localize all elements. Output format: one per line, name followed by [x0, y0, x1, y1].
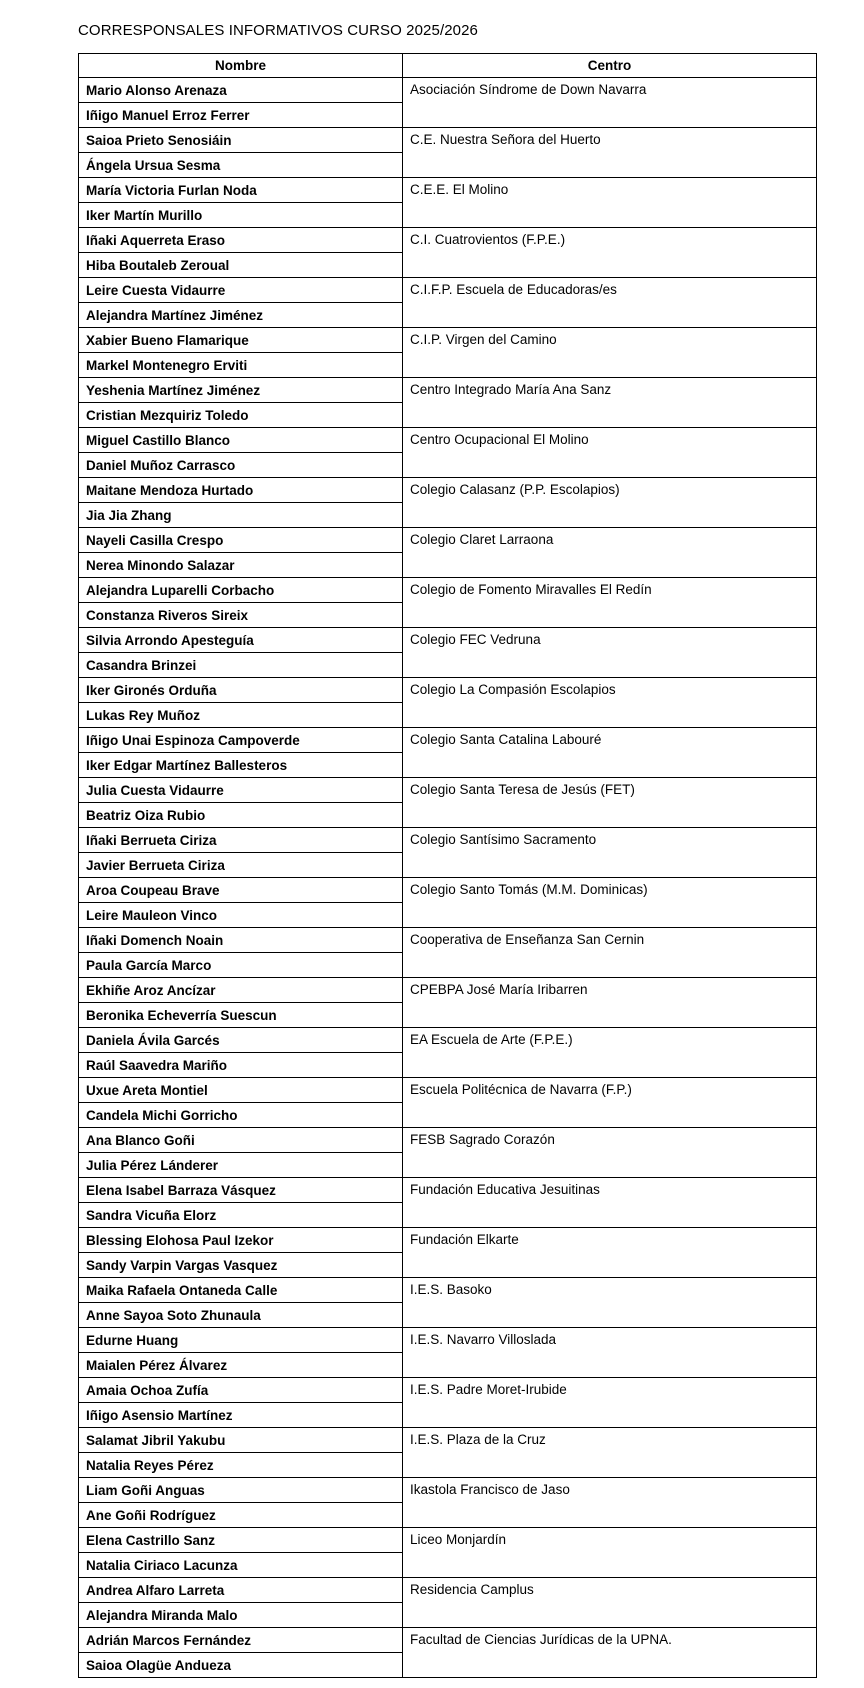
nombre-cell: Yeshenia Martínez Jiménez	[79, 378, 403, 403]
centro-cell: Fundación Educativa Jesuitinas	[403, 1178, 817, 1228]
table-row	[79, 178, 817, 203]
nombre-cell: Adrián Marcos Fernández	[79, 1628, 403, 1653]
nombre-cell: Natalia Ciriaco Lacunza	[79, 1553, 403, 1578]
centro-cell: EA Escuela de Arte (F.P.E.)	[403, 1028, 817, 1078]
nombre-cell: Nayeli Casilla Crespo	[79, 528, 403, 553]
nombre-cell: Alejandra Miranda Malo	[79, 1603, 403, 1628]
centro-cell: FESB Sagrado Corazón	[403, 1128, 817, 1178]
nombre-cell: Ane Goñi Rodríguez	[79, 1503, 403, 1528]
table-row	[79, 1378, 817, 1403]
table-row	[79, 378, 817, 403]
centro-cell: I.E.S. Basoko	[403, 1278, 817, 1328]
table-row	[79, 1278, 817, 1303]
nombre-cell: Alejandra Luparelli Corbacho	[79, 578, 403, 603]
nombre-cell: Casandra Brinzei	[79, 653, 403, 678]
table-row	[79, 1428, 817, 1453]
centro-cell: Escuela Politécnica de Navarra (F.P.)	[403, 1078, 817, 1128]
centro-cell: Colegio Santa Catalina Labouré	[403, 728, 817, 778]
nombre-cell: Miguel Castillo Blanco	[79, 428, 403, 453]
centro-cell: I.E.S. Plaza de la Cruz	[403, 1428, 817, 1478]
nombre-cell: Salamat Jibril Yakubu	[79, 1428, 403, 1453]
nombre-cell: Hiba Boutaleb Zeroual	[79, 253, 403, 278]
table-row	[79, 778, 817, 803]
nombre-cell: Julia Pérez Lánderer	[79, 1153, 403, 1178]
table-row	[79, 528, 817, 553]
nombre-cell: Iker Edgar Martínez Ballesteros	[79, 753, 403, 778]
table-row	[79, 1478, 817, 1503]
centro-cell: Residencia Camplus	[403, 1578, 817, 1628]
nombre-cell: Liam Goñi Anguas	[79, 1478, 403, 1503]
table-row	[79, 1078, 817, 1103]
nombre-cell: Leire Cuesta Vidaurre	[79, 278, 403, 303]
nombre-cell: Ekhiñe Aroz Ancízar	[79, 978, 403, 1003]
document-title: CORRESPONSALES INFORMATIVOS CURSO 2025/2026	[78, 22, 478, 39]
centro-cell: Facultad de Ciencias Jurídicas de la UPNA.	[403, 1628, 817, 1678]
table-row	[79, 428, 817, 453]
centro-cell: Colegio FEC Vedruna	[403, 628, 817, 678]
table-row	[79, 828, 817, 853]
table-row	[79, 628, 817, 653]
nombre-cell: Iñaki Berrueta Ciriza	[79, 828, 403, 853]
nombre-cell: Julia Cuesta Vidaurre	[79, 778, 403, 803]
table-row	[79, 1028, 817, 1053]
nombre-cell: Uxue Areta Montiel	[79, 1078, 403, 1103]
table-row	[79, 728, 817, 753]
nombre-cell: Edurne Huang	[79, 1328, 403, 1353]
nombre-cell: Iñaki Domench Noain	[79, 928, 403, 953]
nombre-cell: Blessing Elohosa Paul Izekor	[79, 1228, 403, 1253]
nombre-cell: Iker Gironés Orduña	[79, 678, 403, 703]
table-row	[79, 928, 817, 953]
nombre-cell: Beatriz Oiza Rubio	[79, 803, 403, 828]
table-row	[79, 678, 817, 703]
centro-cell: Ikastola Francisco de Jaso	[403, 1478, 817, 1528]
nombre-cell: Elena Isabel Barraza Vásquez	[79, 1178, 403, 1203]
table-row	[79, 1528, 817, 1553]
header-centro: Centro	[403, 54, 817, 78]
nombre-cell: Sandra Vicuña Elorz	[79, 1203, 403, 1228]
nombre-cell: Aroa Coupeau Brave	[79, 878, 403, 903]
table-row	[79, 1228, 817, 1253]
nombre-cell: Andrea Alfaro Larreta	[79, 1578, 403, 1603]
centro-cell: Cooperativa de Enseñanza San Cernin	[403, 928, 817, 978]
table-row	[79, 478, 817, 503]
centro-cell: Colegio La Compasión Escolapios	[403, 678, 817, 728]
nombre-cell: Nerea Minondo Salazar	[79, 553, 403, 578]
centro-cell: C.I.F.P. Escuela de Educadoras/es	[403, 278, 817, 328]
nombre-cell: Iñaki Aquerreta Eraso	[79, 228, 403, 253]
table-row	[79, 228, 817, 253]
nombre-cell: Anne Sayoa Soto Zhunaula	[79, 1303, 403, 1328]
nombre-cell: Markel Montenegro Erviti	[79, 353, 403, 378]
nombre-cell: Amaia Ochoa Zufía	[79, 1378, 403, 1403]
centro-cell: C.I.P. Virgen del Camino	[403, 328, 817, 378]
header-nombre: Nombre	[79, 54, 403, 78]
centro-cell: Asociación Síndrome de Down Navarra	[403, 78, 817, 128]
nombre-cell: Ángela Ursua Sesma	[79, 153, 403, 178]
nombre-cell: Maika Rafaela Ontaneda Calle	[79, 1278, 403, 1303]
table-row	[79, 328, 817, 353]
centro-cell: Centro Ocupacional El Molino	[403, 428, 817, 478]
nombre-cell: Daniela Ávila Garcés	[79, 1028, 403, 1053]
table-row	[79, 128, 817, 153]
nombre-cell: Saioa Prieto Senosiáin	[79, 128, 403, 153]
table-row	[79, 1578, 817, 1603]
nombre-cell: Iñigo Manuel Erroz Ferrer	[79, 103, 403, 128]
nombre-cell: Saioa Olagüe Andueza	[79, 1653, 403, 1678]
nombre-cell: Constanza Riveros Sireix	[79, 603, 403, 628]
centro-cell: Colegio Calasanz (P.P. Escolapios)	[403, 478, 817, 528]
centro-cell: I.E.S. Padre Moret-Irubide	[403, 1378, 817, 1428]
centro-cell: Colegio de Fomento Miravalles El Redín	[403, 578, 817, 628]
nombre-cell: Iñigo Asensio Martínez	[79, 1403, 403, 1428]
nombre-cell: Iñigo Unai Espinoza Campoverde	[79, 728, 403, 753]
nombre-cell: Cristian Mezquiriz Toledo	[79, 403, 403, 428]
nombre-cell: Xabier Bueno Flamarique	[79, 328, 403, 353]
table-row	[79, 78, 817, 103]
corresponsales-table	[78, 53, 817, 1678]
nombre-cell: Maitane Mendoza Hurtado	[79, 478, 403, 503]
centro-cell: Liceo Monjardín	[403, 1528, 817, 1578]
nombre-cell: Paula García Marco	[79, 953, 403, 978]
nombre-cell: Daniel Muñoz Carrasco	[79, 453, 403, 478]
table-row	[79, 978, 817, 1003]
centro-cell: Centro Integrado María Ana Sanz	[403, 378, 817, 428]
centro-cell: Colegio Santa Teresa de Jesús (FET)	[403, 778, 817, 828]
nombre-cell: Sandy Varpin Vargas Vasquez	[79, 1253, 403, 1278]
centro-cell: C.E. Nuestra Señora del Huerto	[403, 128, 817, 178]
table-row	[79, 1178, 817, 1203]
table-row	[79, 278, 817, 303]
nombre-cell: Beronika Echeverría Suescun	[79, 1003, 403, 1028]
table-row	[79, 1128, 817, 1153]
nombre-cell: Javier Berrueta Ciriza	[79, 853, 403, 878]
nombre-cell: Raúl Saavedra Mariño	[79, 1053, 403, 1078]
nombre-cell: Mario Alonso Arenaza	[79, 78, 403, 103]
centro-cell: I.E.S. Navarro Villoslada	[403, 1328, 817, 1378]
nombre-cell: Jia Jia Zhang	[79, 503, 403, 528]
table-row	[79, 1328, 817, 1353]
nombre-cell: Maialen Pérez Álvarez	[79, 1353, 403, 1378]
nombre-cell: Leire Mauleon Vinco	[79, 903, 403, 928]
nombre-cell: Natalia Reyes Pérez	[79, 1453, 403, 1478]
table-header-row	[79, 54, 817, 78]
nombre-cell: Candela Michi Gorricho	[79, 1103, 403, 1128]
table-row	[79, 578, 817, 603]
centro-cell: C.I. Cuatrovientos (F.P.E.)	[403, 228, 817, 278]
centro-cell: Colegio Santo Tomás (M.M. Dominicas)	[403, 878, 817, 928]
nombre-cell: Ana Blanco Goñi	[79, 1128, 403, 1153]
nombre-cell: María Victoria Furlan Noda	[79, 178, 403, 203]
centro-cell: Colegio Claret Larraona	[403, 528, 817, 578]
nombre-cell: Elena Castrillo Sanz	[79, 1528, 403, 1553]
centro-cell: C.E.E. El Molino	[403, 178, 817, 228]
nombre-cell: Iker Martín Murillo	[79, 203, 403, 228]
nombre-cell: Lukas Rey Muñoz	[79, 703, 403, 728]
table-row	[79, 1628, 817, 1653]
table-row	[79, 878, 817, 903]
nombre-cell: Alejandra Martínez Jiménez	[79, 303, 403, 328]
centro-cell: Fundación Elkarte	[403, 1228, 817, 1278]
nombre-cell: Silvia Arrondo Apesteguía	[79, 628, 403, 653]
centro-cell: CPEBPA José María Iribarren	[403, 978, 817, 1028]
centro-cell: Colegio Santísimo Sacramento	[403, 828, 817, 878]
